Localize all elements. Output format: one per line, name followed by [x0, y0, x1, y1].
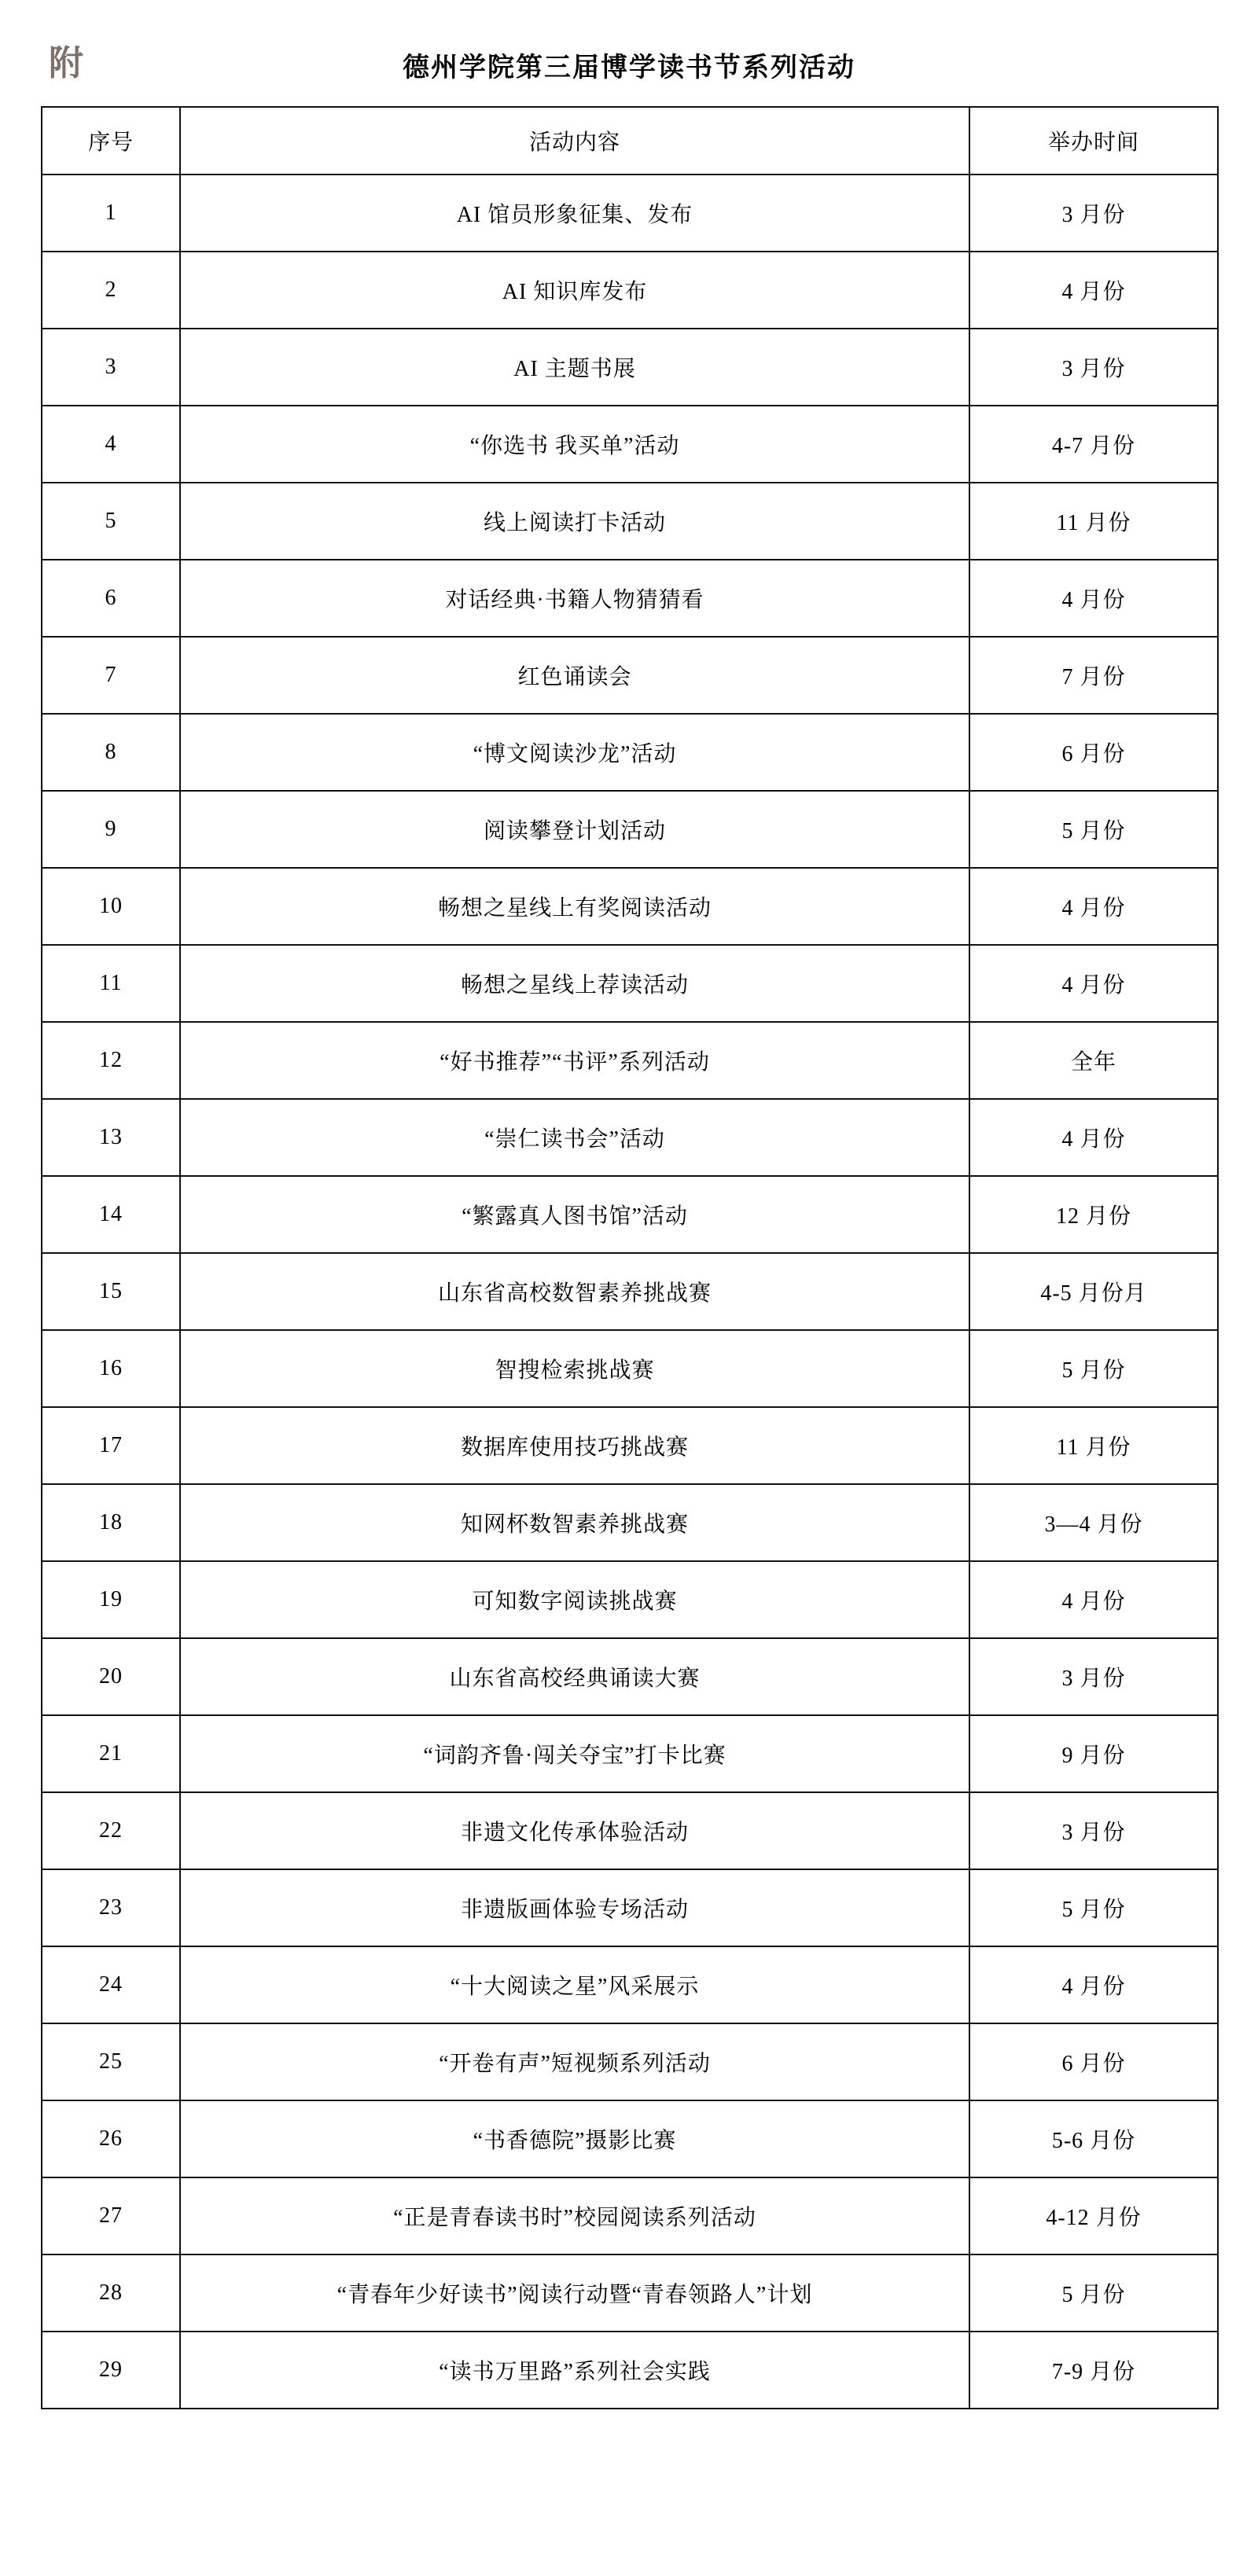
cell-activity-time: 12 月份 — [969, 1176, 1218, 1253]
cell-activity-content: “繁露真人图书馆”活动 — [180, 1176, 969, 1253]
cell-activity-time: 3 月份 — [969, 175, 1218, 252]
table-row — [42, 868, 1218, 945]
column-header-content: 活动内容 — [180, 107, 969, 175]
cell-sequence-number: 19 — [42, 1561, 180, 1638]
cell-activity-content: 阅读攀登计划活动 — [180, 791, 969, 868]
cell-activity-content: 非遗文化传承体验活动 — [180, 1792, 969, 1869]
cell-activity-time: 4 月份 — [969, 560, 1218, 637]
table-row — [42, 252, 1218, 329]
cell-activity-content: 畅想之星线上有奖阅读活动 — [180, 868, 969, 945]
cell-sequence-number: 2 — [42, 252, 180, 329]
cell-activity-content: 红色诵读会 — [180, 637, 969, 714]
cell-activity-time: 5 月份 — [969, 1869, 1218, 1946]
cell-activity-time: 4 月份 — [969, 868, 1218, 945]
table-row — [42, 1869, 1218, 1946]
cell-activity-content: 山东省高校数智素养挑战赛 — [180, 1253, 969, 1330]
cell-activity-content: 可知数字阅读挑战赛 — [180, 1561, 969, 1638]
cell-sequence-number: 10 — [42, 868, 180, 945]
cell-sequence-number: 11 — [42, 945, 180, 1022]
cell-sequence-number: 29 — [42, 2332, 180, 2409]
table-row — [42, 791, 1218, 868]
table-row — [42, 1253, 1218, 1330]
table-row — [42, 2332, 1218, 2409]
cell-sequence-number: 20 — [42, 1638, 180, 1715]
table-row — [42, 1792, 1218, 1869]
table-row — [42, 637, 1218, 714]
attachment-mark: 附 — [49, 44, 85, 83]
cell-sequence-number: 6 — [42, 560, 180, 637]
cell-activity-time: 11 月份 — [969, 1407, 1218, 1484]
cell-activity-time: 5 月份 — [969, 1330, 1218, 1407]
cell-activity-time: 6 月份 — [969, 714, 1218, 791]
cell-sequence-number: 5 — [42, 483, 180, 560]
cell-activity-time: 3 月份 — [969, 1638, 1218, 1715]
table-row — [42, 1946, 1218, 2023]
cell-activity-time: 3 月份 — [969, 1792, 1218, 1869]
table-body — [42, 175, 1218, 2409]
table-row — [42, 1715, 1218, 1792]
cell-activity-time: 4 月份 — [969, 945, 1218, 1022]
activity-schedule-table — [41, 106, 1219, 2409]
cell-sequence-number: 7 — [42, 637, 180, 714]
cell-activity-time: 6 月份 — [969, 2023, 1218, 2100]
cell-activity-content: “正是青春读书时”校园阅读系列活动 — [180, 2177, 969, 2254]
table-header-row — [42, 107, 1218, 175]
cell-activity-time: 3 月份 — [969, 329, 1218, 406]
cell-activity-time: 4-5 月份月 — [969, 1253, 1218, 1330]
cell-sequence-number: 27 — [42, 2177, 180, 2254]
cell-activity-content: 数据库使用技巧挑战赛 — [180, 1407, 969, 1484]
cell-activity-time: 11 月份 — [969, 483, 1218, 560]
table-row — [42, 1022, 1218, 1099]
cell-activity-content: 非遗版画体验专场活动 — [180, 1869, 969, 1946]
table-row — [42, 714, 1218, 791]
table-row — [42, 1638, 1218, 1715]
table-row — [42, 483, 1218, 560]
table-row — [42, 1484, 1218, 1561]
cell-activity-time: 7 月份 — [969, 637, 1218, 714]
cell-sequence-number: 17 — [42, 1407, 180, 1484]
cell-activity-time: 4 月份 — [969, 1099, 1218, 1176]
table-row — [42, 1561, 1218, 1638]
cell-activity-time: 5 月份 — [969, 2254, 1218, 2332]
cell-sequence-number: 14 — [42, 1176, 180, 1253]
cell-activity-content: AI 知识库发布 — [180, 252, 969, 329]
cell-activity-time: 4-7 月份 — [969, 406, 1218, 483]
cell-sequence-number: 23 — [42, 1869, 180, 1946]
cell-activity-content: “词韵齐鲁·闯关夺宝”打卡比赛 — [180, 1715, 969, 1792]
cell-activity-time: 4 月份 — [969, 1561, 1218, 1638]
table-row — [42, 2023, 1218, 2100]
cell-activity-content: “崇仁读书会”活动 — [180, 1099, 969, 1176]
cell-activity-content: 对话经典·书籍人物猜猜看 — [180, 560, 969, 637]
column-header-time: 举办时间 — [969, 107, 1218, 175]
cell-sequence-number: 16 — [42, 1330, 180, 1407]
cell-sequence-number: 13 — [42, 1099, 180, 1176]
table-row — [42, 2100, 1218, 2177]
cell-activity-content: 畅想之星线上荐读活动 — [180, 945, 969, 1022]
cell-activity-time: 全年 — [969, 1022, 1218, 1099]
cell-activity-content: “博文阅读沙龙”活动 — [180, 714, 969, 791]
cell-activity-time: 4 月份 — [969, 252, 1218, 329]
cell-sequence-number: 18 — [42, 1484, 180, 1561]
table-row — [42, 2177, 1218, 2254]
cell-activity-content: “开卷有声”短视频系列活动 — [180, 2023, 969, 2100]
table-row — [42, 175, 1218, 252]
table-row — [42, 945, 1218, 1022]
cell-activity-time: 7-9 月份 — [969, 2332, 1218, 2409]
page-title: 德州学院第三届博学读书节系列活动 — [403, 53, 855, 83]
cell-activity-content: 线上阅读打卡活动 — [180, 483, 969, 560]
cell-sequence-number: 8 — [42, 714, 180, 791]
cell-sequence-number: 22 — [42, 1792, 180, 1869]
table-row — [42, 329, 1218, 406]
table-row — [42, 1407, 1218, 1484]
cell-activity-content: “读书万里路”系列社会实践 — [180, 2332, 969, 2409]
cell-sequence-number: 4 — [42, 406, 180, 483]
cell-sequence-number: 9 — [42, 791, 180, 868]
cell-activity-content: 山东省高校经典诵读大赛 — [180, 1638, 969, 1715]
table-row — [42, 1099, 1218, 1176]
cell-activity-content: “青春年少好读书”阅读行动暨“青春领路人”计划 — [180, 2254, 969, 2332]
cell-sequence-number: 26 — [42, 2100, 180, 2177]
cell-sequence-number: 15 — [42, 1253, 180, 1330]
cell-activity-time: 4 月份 — [969, 1946, 1218, 2023]
cell-sequence-number: 1 — [42, 175, 180, 252]
table-row — [42, 406, 1218, 483]
table-row — [42, 560, 1218, 637]
cell-sequence-number: 24 — [42, 1946, 180, 2023]
cell-sequence-number: 21 — [42, 1715, 180, 1792]
cell-activity-time: 5-6 月份 — [969, 2100, 1218, 2177]
table-row — [42, 2254, 1218, 2332]
cell-activity-time: 3—4 月份 — [969, 1484, 1218, 1561]
cell-sequence-number: 3 — [42, 329, 180, 406]
cell-activity-content: 知网杯数智素养挑战赛 — [180, 1484, 969, 1561]
cell-sequence-number: 28 — [42, 2254, 180, 2332]
table-row — [42, 1330, 1218, 1407]
column-header-no: 序号 — [42, 107, 180, 175]
cell-activity-content: AI 馆员形象征集、发布 — [180, 175, 969, 252]
cell-activity-content: AI 主题书展 — [180, 329, 969, 406]
cell-activity-time: 9 月份 — [969, 1715, 1218, 1792]
cell-sequence-number: 25 — [42, 2023, 180, 2100]
cell-activity-time: 5 月份 — [969, 791, 1218, 868]
cell-sequence-number: 12 — [42, 1022, 180, 1099]
cell-activity-content: “书香德院”摄影比赛 — [180, 2100, 969, 2177]
cell-activity-content: “十大阅读之星”风采展示 — [180, 1946, 969, 2023]
cell-activity-time: 4-12 月份 — [969, 2177, 1218, 2254]
table-row — [42, 1176, 1218, 1253]
cell-activity-content: 智搜检索挑战赛 — [180, 1330, 969, 1407]
cell-activity-content: “好书推荐”“书评”系列活动 — [180, 1022, 969, 1099]
cell-activity-content: “你选书 我买单”活动 — [180, 406, 969, 483]
